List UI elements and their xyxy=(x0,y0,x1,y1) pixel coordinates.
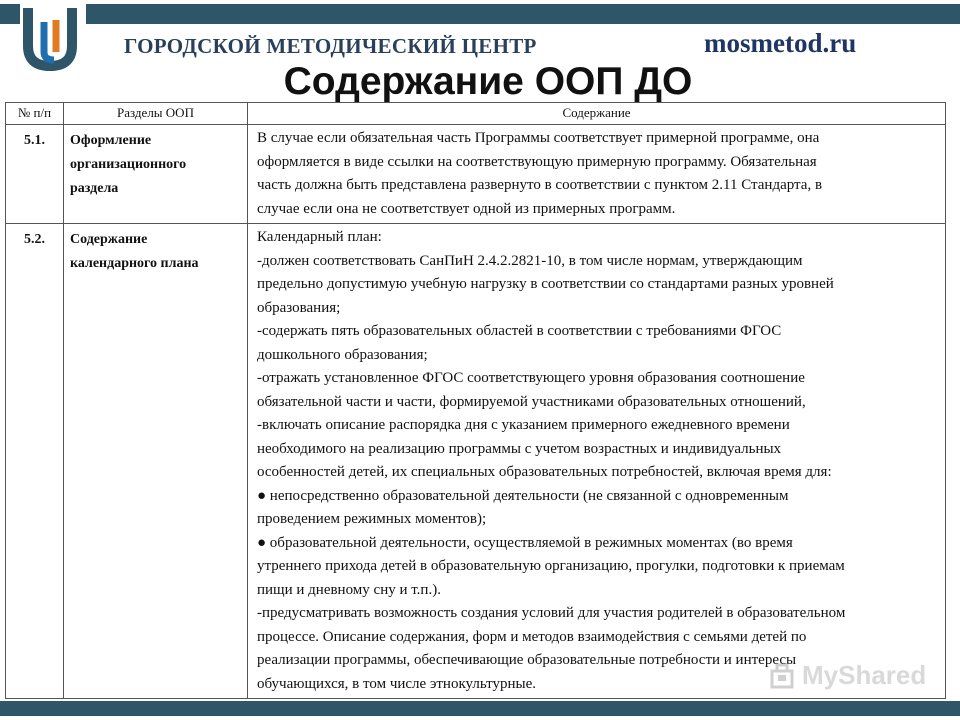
content-line: оформляется в виде ссылки на соответствующую примерную программу. Обязательная xyxy=(257,153,817,170)
table-header-row xyxy=(6,103,946,125)
content-line: В случае если обязательная часть Программы соответствует примерной программе, она xyxy=(257,130,820,146)
content-line: проведением режимных моментов); xyxy=(257,511,487,527)
content-line: утреннего прихода детей в образовательную организацию, прогулки, подготовки к приемам xyxy=(257,558,845,574)
row-section-title xyxy=(64,224,248,699)
content-line: случае если она не соответствует одной из примерных программ. xyxy=(257,200,676,217)
content-line: образования; xyxy=(257,299,341,316)
section-title-line: календарного плана xyxy=(70,256,199,271)
row-content xyxy=(248,125,946,224)
content-line: -содержать пять образовательных областей в соответствии с требованиями ФГОС xyxy=(257,323,782,339)
content-line: особенностей детей, их специальных образовательных потребностей, включая время для: xyxy=(257,464,832,480)
myshared-watermark xyxy=(768,658,926,692)
table-row xyxy=(6,125,946,224)
content-line: дошкольного образования; xyxy=(257,346,428,363)
watermark-text: MyShared xyxy=(802,659,927,690)
row-content xyxy=(248,224,946,699)
row-number: 5.1. xyxy=(6,125,64,224)
content-line: реализации программы, обеспечивающие образовательные потребности и интересы xyxy=(257,652,797,668)
content-line: процессе. Описание содержания, форм и методов взаимодействия с семьями детей по xyxy=(257,628,807,645)
header-sections: Разделы ООП xyxy=(64,103,248,125)
section-title-line: организационного xyxy=(70,157,187,172)
section-title-line: Содержание xyxy=(70,232,148,247)
content-line: -включать описание распорядка дня с указанием примерного ежедневного времени xyxy=(257,417,790,433)
content-line: -должен соответствовать СанПиН 2.4.2.2821-10, в том числе нормам, утверждающим xyxy=(257,252,803,269)
content-line: обучающихся, в том числе этнокультурные. xyxy=(257,675,537,692)
content-line: ● непосредственно образовательной деятельности (не связанной с одновременным xyxy=(257,487,789,504)
content-line: -отражать установленное ФГОС соответствующего уровня образования соотношение xyxy=(257,370,805,386)
row-number: 5.2. xyxy=(6,224,64,699)
content-line: обязательной части и части, формируемой участниками образовательных отношений, xyxy=(257,393,806,410)
myshared-logo-icon xyxy=(768,661,796,689)
section-title-line: раздела xyxy=(70,181,119,196)
header-top-bar xyxy=(0,4,960,24)
org-name: ГОРОДСКОЙ МЕТОДИЧЕСКИЙ ЦЕНТР xyxy=(124,34,537,58)
oop-content-table xyxy=(5,102,946,699)
content-line: предельно допустимую учебную нагрузку в соответствии со стандартами разных уровней xyxy=(257,276,834,292)
content-line: Календарный план: xyxy=(257,229,382,245)
site-url[interactable]: mosmetod.ru xyxy=(704,28,857,58)
header-content: Содержание xyxy=(248,103,946,125)
content-line: необходимого на реализацию программы с учетом возрастных и индивидуальных xyxy=(257,440,782,457)
section-title-line: Оформление xyxy=(70,133,152,148)
row-section-title xyxy=(64,125,248,224)
header-num: № п/п xyxy=(6,103,64,125)
content-line: ● образовательной деятельности, осуществляемой в режимных моментах (во время xyxy=(257,534,793,551)
content-table-wrapper xyxy=(5,102,945,699)
content-line: -предусматривать возможность создания условий для участия родителей в образовательном xyxy=(257,605,846,621)
footer-bar xyxy=(0,701,960,716)
content-line: часть должна быть представлена развернуто в соответствии с пунктом 2.11 Стандарта, в xyxy=(257,177,823,193)
slide-title: Содержание ООП ДО xyxy=(283,60,693,103)
table-row xyxy=(6,224,946,699)
content-line: пищи и дневному сну и т.п.). xyxy=(257,581,441,598)
